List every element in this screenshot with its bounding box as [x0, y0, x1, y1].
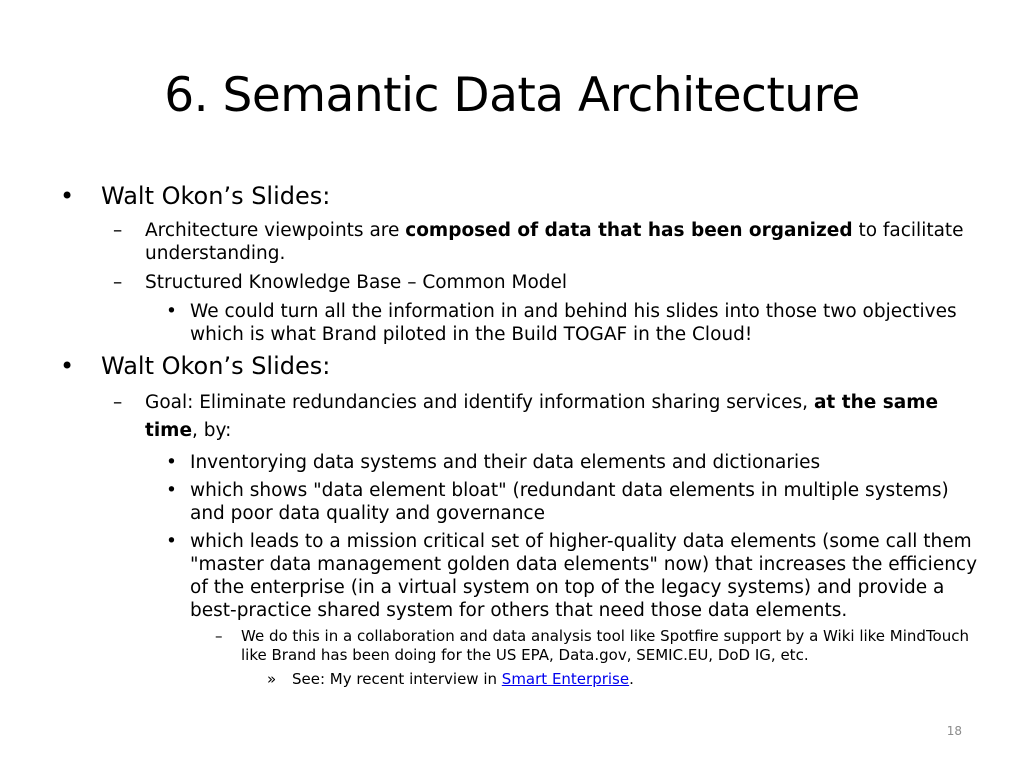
smart-enterprise-link[interactable]: Smart Enterprise — [501, 670, 630, 688]
bullet-text: We could turn all the information in and behind his slides into those two objectives which is what Brand piloted in the Build TOGAF in the Cloud! — [190, 301, 957, 345]
bullet-level-2 — [60, 219, 980, 265]
bullet-text: Structured Knowledge Base – Common Model — [145, 272, 568, 293]
bullet-dot-icon: • — [166, 452, 177, 473]
bullet-level-1 — [60, 182, 980, 211]
bullet-text: which leads to a mission critical set of higher-quality data elements (some call them "master data management golden data elements" now) that increases the efficiency of the enterprise (in a virtual system on top of the legacy systems) and provide a best-practice shared system for others that need those data elements. — [190, 531, 978, 621]
bullet-dash-icon: – — [113, 392, 123, 413]
bullet-level-3 — [60, 300, 980, 346]
bullet-level-2 — [60, 271, 980, 294]
bullet-text-post: , by: — [192, 420, 232, 441]
bullet-level-3 — [60, 530, 980, 622]
bullet-level-1 — [60, 352, 980, 381]
bullet-text-bold: composed of data that has been organized — [405, 220, 853, 241]
bullet-dash-icon: – — [113, 272, 123, 293]
bullet-dash-icon: – — [113, 220, 123, 241]
slide-title: 6. Semantic Data Architecture — [164, 68, 860, 123]
bullet-dash-icon: – — [215, 627, 223, 645]
bullet-level-4 — [60, 627, 980, 665]
bullet-text-pre: See: My recent interview in — [292, 670, 502, 688]
bullet-text: Inventorying data systems and their data elements and dictionaries — [190, 452, 821, 473]
bullet-text: We do this in a collaboration and data analysis tool like Spotfire support by a Wiki like MindTouch like Brand has been doing for the US EPA, Data.gov, SEMIC.EU, DoD IG, etc. — [241, 627, 969, 664]
bullet-text: Walt Okon’s Slides: — [101, 182, 331, 210]
bullet-dot-icon: • — [166, 480, 177, 501]
bullet-dot-icon: • — [166, 531, 177, 552]
slide-number: 18 — [946, 724, 962, 738]
bullet-text-bold: at the same time — [145, 392, 939, 441]
bullet-dot-icon: • — [60, 352, 75, 380]
slide-content — [60, 182, 980, 694]
bullet-text: which shows "data element bloat" (redundant data elements in multiple systems) and poor data quality and governance — [190, 480, 949, 524]
bullet-level-2 — [60, 389, 980, 445]
bullet-text: Walt Okon’s Slides: — [101, 352, 331, 380]
bullet-text-pre: Goal: Eliminate redundancies and identify information sharing services, — [145, 392, 814, 413]
bullet-dot-icon: • — [60, 182, 75, 210]
bullet-text-pre: Architecture viewpoints are — [145, 220, 406, 241]
bullet-level-5 — [60, 670, 980, 689]
bullet-chevron-icon: » — [267, 670, 277, 688]
bullet-level-3 — [60, 479, 980, 525]
bullet-level-3 — [60, 451, 980, 474]
bullet-text-post: . — [629, 670, 634, 688]
bullet-dot-icon: • — [166, 301, 177, 322]
bullet-text-post: to facilitate understanding. — [145, 220, 964, 264]
